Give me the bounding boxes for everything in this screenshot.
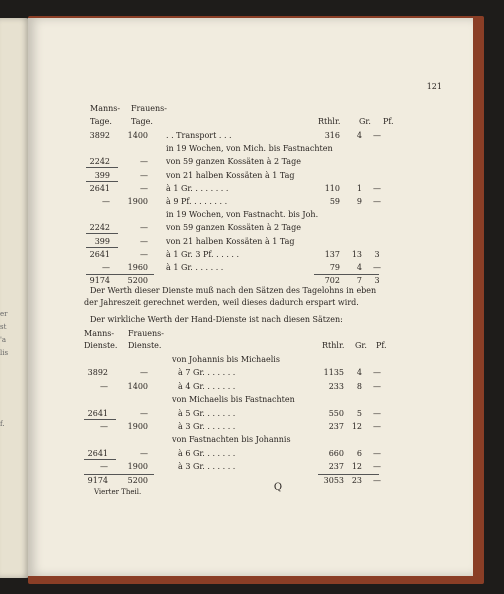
cell-frauen: 5200 bbox=[127, 475, 148, 485]
section-label: von Johannis bis Michaelis bbox=[172, 355, 280, 364]
cell-pf: 3 bbox=[374, 249, 380, 259]
cell-maenner: 2641 bbox=[89, 249, 110, 259]
cell-frauen: — bbox=[140, 408, 148, 418]
cell-pf: — bbox=[373, 183, 381, 193]
row-underline bbox=[86, 181, 118, 182]
cell-gr: 6 bbox=[356, 448, 362, 458]
row-underline bbox=[86, 247, 118, 248]
col2-header-rthlr: Rthlr. bbox=[322, 341, 345, 350]
cell-maenner: 3892 bbox=[89, 131, 110, 140]
cell-frauen: 1900 bbox=[127, 462, 148, 472]
cell-maenner: 9174 bbox=[89, 276, 110, 286]
cell-frauen: 1900 bbox=[127, 197, 148, 206]
cell-gr: 7 bbox=[356, 276, 362, 286]
cell-rthlr: 110 bbox=[324, 183, 340, 193]
cell-pf: — bbox=[373, 381, 381, 391]
facing-page-fragment: st bbox=[0, 323, 7, 331]
paragraph-line-1: Der Werth dieser Dienste muß nach den Sätzen des Tagelohns in eben bbox=[90, 286, 377, 295]
cell-frauen: — bbox=[140, 223, 148, 233]
cell-frauen: — bbox=[140, 368, 148, 378]
total-rule bbox=[318, 474, 379, 475]
cell-maenner: 399 bbox=[94, 236, 110, 246]
cell-description: à 9 Pf. . . . . . . . bbox=[166, 197, 228, 206]
col2-header-pf: Pf. bbox=[376, 341, 387, 350]
cell-frauen: — bbox=[140, 157, 148, 167]
col-header-rthlr: Rthlr. bbox=[318, 117, 341, 126]
cell-rthlr: 550 bbox=[328, 408, 344, 418]
cell-gr: 9 bbox=[356, 197, 362, 206]
cell-pf: — bbox=[373, 408, 381, 418]
section-intro: Der wirkliche Werth der Hand-Dienste ist nach diesen Sätzen: bbox=[90, 315, 343, 324]
cell-frauen: 1960 bbox=[127, 263, 148, 272]
cell-gr: 4 bbox=[356, 263, 362, 272]
facing-page-fragment: er bbox=[0, 310, 8, 318]
cell-gr: 23 bbox=[351, 475, 362, 485]
section-label: von Fastnachten bis Johannis bbox=[172, 435, 291, 445]
book-page bbox=[28, 18, 473, 576]
col2-header-maenner-bottom: Dienste. bbox=[84, 341, 118, 350]
cell-frauen: 5200 bbox=[127, 276, 148, 286]
cell-description: à 5 Gr. . . . . . . bbox=[178, 408, 236, 418]
cell-rthlr: 1135 bbox=[323, 368, 344, 378]
cell-gr: 12 bbox=[351, 422, 362, 431]
total-rule bbox=[86, 274, 154, 275]
cell-description: à 7 Gr. . . . . . . bbox=[178, 368, 236, 378]
cell-frauen: — bbox=[140, 249, 148, 259]
cell-rthlr: 3053 bbox=[323, 475, 344, 485]
cell-gr: 13 bbox=[351, 249, 362, 259]
facing-page-fragment: f. bbox=[0, 420, 5, 428]
cell-description: à 1 Gr. . . . . . . . bbox=[166, 183, 229, 193]
cell-description: von 59 ganzen Kossäten à 2 Tage bbox=[166, 157, 301, 167]
facing-page-fragment: 'a bbox=[0, 336, 7, 344]
cell-description: à 4 Gr. . . . . . . bbox=[178, 381, 236, 391]
col-header-maenner-bottom: Tage. bbox=[90, 117, 112, 126]
cell-maenner: 2242 bbox=[89, 223, 110, 233]
cell-description: à 1 Gr. 3 Pf. . . . . . bbox=[166, 249, 240, 259]
cell-rthlr: 660 bbox=[328, 448, 344, 458]
total-rule bbox=[314, 274, 379, 275]
cell-pf: — bbox=[373, 263, 381, 272]
cell-description: in 19 Wochen, von Fastnacht. bis Joh. bbox=[166, 210, 319, 220]
col-header-frauen-top: Frauens- bbox=[131, 104, 167, 113]
cell-rthlr: 316 bbox=[324, 131, 340, 140]
cell-maenner: — bbox=[100, 381, 108, 391]
col2-header-gr: Gr. bbox=[355, 341, 367, 350]
col-header-frauen-bottom: Tage. bbox=[131, 117, 153, 126]
col2-header-maenner-top: Manns- bbox=[84, 329, 115, 338]
cell-pf: 3 bbox=[374, 276, 380, 286]
cell-description: von 21 halben Kossäten à 1 Tag bbox=[166, 170, 295, 180]
paragraph-line-2: der Jahreszeit gerechnet werden, weil dieses dadurch erspart wird. bbox=[84, 298, 359, 307]
facing-page-edge bbox=[0, 18, 30, 578]
cell-maenner: — bbox=[102, 197, 110, 206]
page-number: 121 bbox=[426, 82, 442, 91]
cell-rthlr: 237 bbox=[328, 462, 344, 472]
cell-description: . . Transport . . . bbox=[166, 131, 232, 140]
cell-rthlr: 79 bbox=[329, 263, 340, 272]
cell-rthlr: 702 bbox=[324, 276, 340, 286]
cell-maenner: 2641 bbox=[87, 448, 108, 458]
row-underline bbox=[86, 233, 118, 234]
cell-frauen: — bbox=[140, 170, 148, 180]
col-header-gr: Gr. bbox=[359, 117, 371, 126]
cell-pf: — bbox=[373, 422, 381, 431]
catchword: Q bbox=[273, 482, 283, 493]
cell-description: à 3 Gr. . . . . . . bbox=[178, 462, 236, 472]
cell-frauen: 1400 bbox=[127, 381, 148, 391]
signature-mark: Vierter Theil. bbox=[94, 488, 142, 496]
cell-frauen: — bbox=[140, 183, 148, 193]
cell-rthlr: 59 bbox=[329, 197, 340, 206]
cell-maenner: — bbox=[100, 462, 108, 472]
cell-maenner: 2641 bbox=[89, 183, 110, 193]
cell-frauen: — bbox=[140, 236, 148, 246]
cell-gr: 5 bbox=[356, 408, 362, 418]
cell-description: à 3 Gr. . . . . . . bbox=[178, 422, 236, 431]
row-underline bbox=[84, 419, 116, 420]
col2-header-frauen-top: Frauens- bbox=[128, 329, 164, 338]
cell-rthlr: 237 bbox=[328, 422, 344, 431]
cell-maenner: 2641 bbox=[87, 408, 108, 418]
cell-gr: 4 bbox=[356, 368, 362, 378]
cell-rthlr: 233 bbox=[328, 381, 344, 391]
col2-header-frauen-bottom: Dienste. bbox=[128, 341, 162, 350]
cell-pf: — bbox=[373, 475, 381, 485]
cell-maenner: 2242 bbox=[89, 157, 110, 167]
row-underline bbox=[86, 167, 118, 168]
cell-gr: 12 bbox=[351, 462, 362, 472]
cell-gr: 1 bbox=[356, 183, 362, 193]
cell-frauen: 1400 bbox=[127, 131, 148, 140]
cell-description: à 6 Gr. . . . . . . bbox=[178, 448, 236, 458]
cell-pf: — bbox=[373, 448, 381, 458]
cell-rthlr: 137 bbox=[324, 249, 340, 259]
cell-description: von 21 halben Kossäten à 1 Tag bbox=[166, 236, 295, 246]
cell-pf: — bbox=[373, 131, 381, 140]
cell-pf: — bbox=[373, 368, 381, 378]
cell-frauen: — bbox=[140, 448, 148, 458]
cell-maenner: — bbox=[100, 422, 108, 431]
col-header-maenner-top: Manns- bbox=[90, 104, 121, 113]
cell-description: à 1 Gr. . . . . . . bbox=[166, 263, 224, 272]
cell-maenner: 9174 bbox=[87, 475, 108, 485]
cell-gr: 8 bbox=[356, 381, 362, 391]
cell-maenner: — bbox=[102, 263, 110, 272]
facing-page-fragment: lis bbox=[0, 349, 9, 357]
cell-pf: — bbox=[373, 197, 381, 206]
cell-maenner: 3892 bbox=[87, 368, 108, 378]
cell-maenner: 399 bbox=[94, 170, 110, 180]
total-rule bbox=[84, 474, 154, 475]
section-label: von Michaelis bis Fastnachten bbox=[172, 395, 295, 405]
col-header-pf: Pf. bbox=[383, 117, 394, 126]
cell-pf: — bbox=[373, 462, 381, 472]
cell-gr: 4 bbox=[356, 131, 362, 140]
cell-description: von 59 ganzen Kossäten à 2 Tage bbox=[166, 223, 301, 233]
cell-frauen: 1900 bbox=[127, 422, 148, 431]
cell-description: in 19 Wochen, von Mich. bis Fastnachten bbox=[166, 144, 333, 154]
row-underline bbox=[84, 459, 116, 460]
